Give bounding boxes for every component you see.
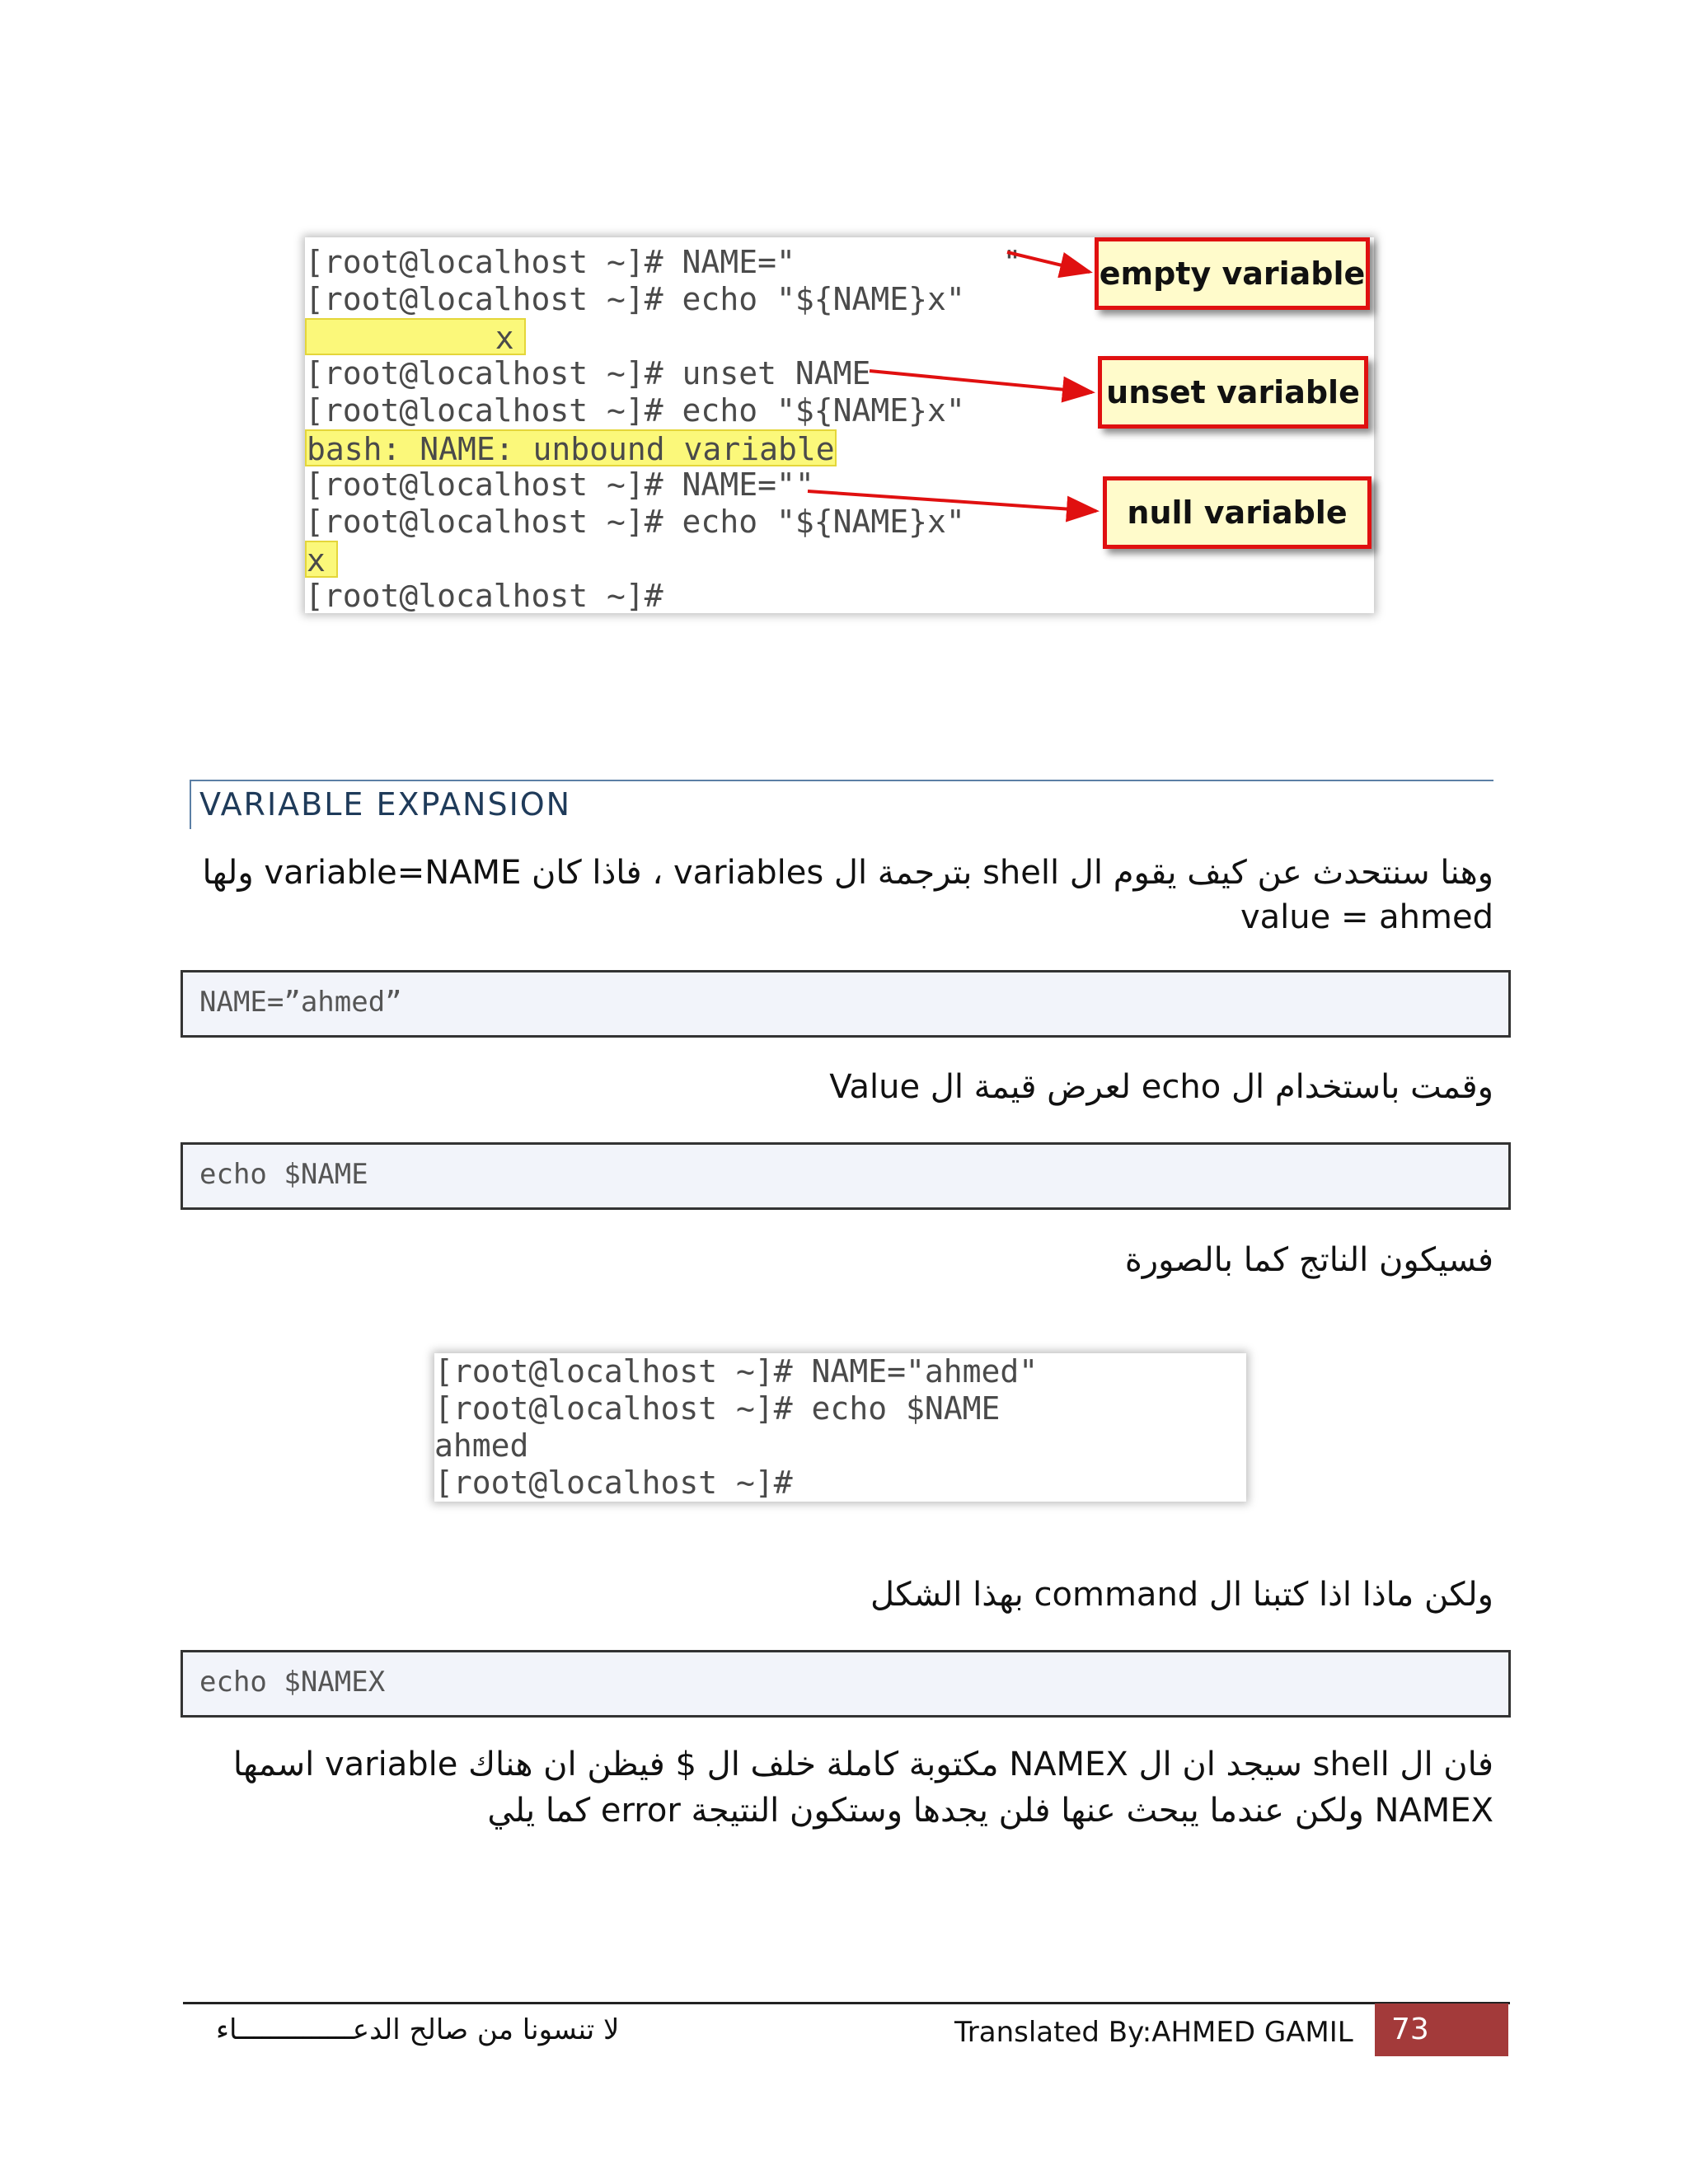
code-text: NAME=”ahmed” [199, 986, 402, 1019]
code-text: echo $NAMEX [199, 1666, 386, 1699]
callout-empty-variable: empty variable [1095, 237, 1370, 310]
terminal-line: [root@localhost ~]# unset NAME [305, 355, 871, 391]
code-text: echo $NAME [199, 1158, 368, 1191]
paragraph-line: NAMEX ولكن عندما يبحث عنها فلن يجدها وستكون النتيجة error كما يلي [487, 1792, 1493, 1830]
code-box [181, 1650, 1511, 1718]
terminal-line: ahmed [434, 1427, 529, 1464]
terminal-error-highlight: bash: NAME: unbound variable [307, 431, 835, 467]
page-number: 73 [1375, 2004, 1508, 2056]
section-heading-text: VARIABLE EXPANSION [199, 786, 572, 823]
arrow-empty-variable [1007, 252, 1090, 272]
section-heading [190, 780, 1493, 829]
terminal-output-highlight: x [305, 318, 526, 355]
callout-null-variable: null variable [1103, 476, 1372, 549]
callout-arrows [0, 0, 1688, 742]
paragraph-line: فان ال shell سيجد ان ال NAMEX مكتوبة كاملة خلف ال $ فيظن ان هناك variable اسمها [232, 1746, 1493, 1783]
terminal-line: [root@localhost ~]# NAME=" " [305, 244, 1022, 280]
paragraph-line: ولكن ماذا اذا كتبنا ال command بهذا الشكل [870, 1576, 1493, 1614]
callout-unset-variable: unset variable [1098, 356, 1368, 429]
terminal-screenshot-echo [434, 1353, 1246, 1502]
terminal-line: [root@localhost ~]# NAME="ahmed" [434, 1353, 1039, 1390]
terminal-output-highlight: x [305, 541, 338, 578]
arrow-unset-variable [870, 371, 1092, 392]
code-box [181, 970, 1511, 1038]
footer-rule [183, 2002, 1510, 2004]
terminal-line: [root@localhost ~]# [434, 1465, 793, 1501]
terminal-line: [root@localhost ~]# echo $NAME [434, 1390, 1001, 1427]
footer-translator-credit: Translated By:AHMED GAMIL [954, 2016, 1353, 2049]
terminal-line: [root@localhost ~]# [305, 578, 663, 614]
terminal-line: [root@localhost ~]# echo "${NAME}x" [305, 504, 965, 540]
arrow-null-variable [808, 491, 1096, 511]
paragraph-line: value = ahmed [1240, 898, 1493, 936]
paragraph-line: وهنا سنتحدث عن كيف يقوم ال shell بترجمة ال variables ، فاذا كان variable=NAME ولها [202, 854, 1493, 892]
terminal-line: [root@localhost ~]# echo "${NAME}x" [305, 392, 965, 429]
code-box [181, 1142, 1511, 1210]
terminal-line: [root@localhost ~]# echo "${NAME}x" [305, 281, 965, 317]
terminal-line: [root@localhost ~]# NAME="" [305, 466, 814, 503]
paragraph-line: وقمت باستخدام ال echo لعرض قيمة ال Value [829, 1068, 1493, 1106]
paragraph-line: فسيكون الناتج كما بالصورة [1124, 1241, 1493, 1279]
footer-dua-text: لا تنسونا من صالح الدعــــــــــــــاء [216, 2013, 620, 2046]
